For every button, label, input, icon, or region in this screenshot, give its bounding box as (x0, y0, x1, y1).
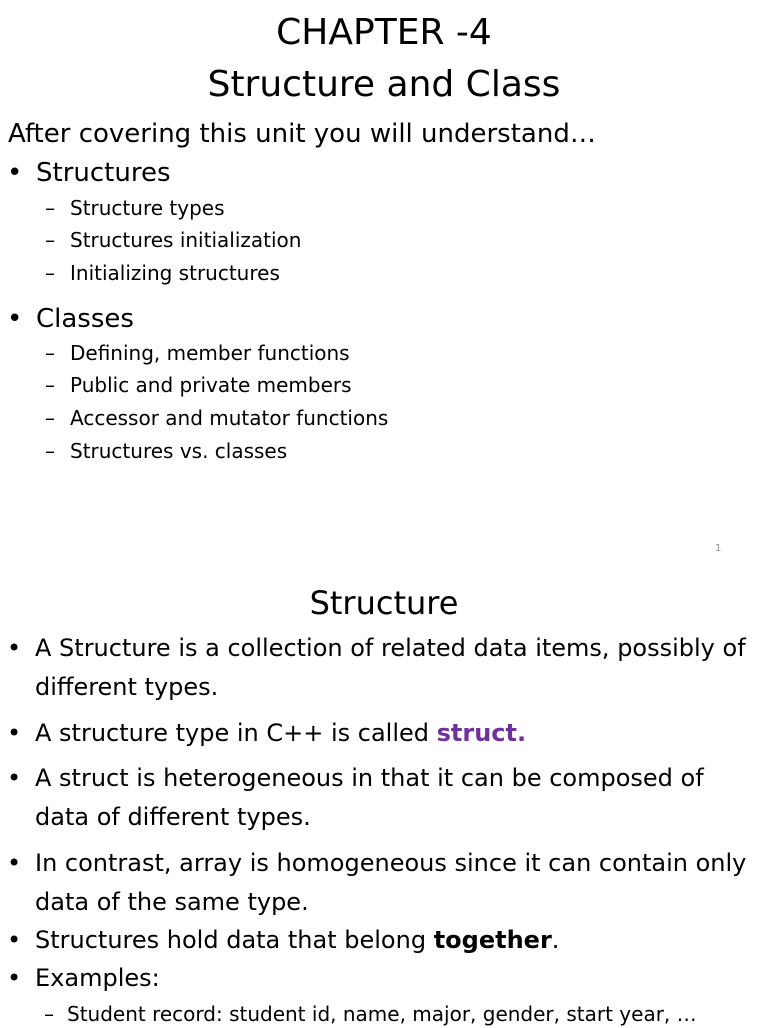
bullet-icon: • (7, 926, 22, 954)
dash-icon: – (45, 196, 55, 220)
bullet-text: In contrast, array is homogeneous since it can contain only data of the same type. (35, 849, 747, 916)
sub-bullet-label: Structures initialization (70, 228, 302, 252)
bullet-text-part: Structures hold data that belong (35, 926, 434, 954)
bullet-text-part: . (551, 926, 560, 954)
sub-bullet-label: Defining, member functions (70, 341, 350, 365)
bullet-label: Structures (36, 158, 171, 188)
bullet-label: Classes (36, 304, 134, 334)
dash-icon: – (45, 341, 55, 365)
chapter-subtitle: Structure and Class (207, 64, 561, 105)
sub-bullet-label: Structures vs. classes (70, 439, 288, 463)
sub-bullet-label: Accessor and mutator functions (70, 406, 389, 430)
intro-text: After covering this unit you will understand… (8, 119, 596, 149)
bullet-icon: • (7, 158, 23, 188)
sub-bullet-label: Student record: student id, name, major, gender, start year, … (67, 1002, 697, 1026)
dash-icon: – (45, 261, 55, 285)
bullet-icon: • (7, 849, 22, 877)
bullet-icon: • (7, 719, 22, 747)
bullet-text (35, 714, 760, 753)
dash-icon: – (44, 1002, 54, 1026)
bullet-icon: • (7, 964, 22, 992)
bullet-text: A Structure is a collection of related data items, possibly of different types. (35, 634, 746, 701)
bullet-icon: • (7, 634, 22, 662)
slide-2 (0, 566, 768, 1024)
sub-bullet-label: Initializing structures (70, 261, 280, 285)
dash-icon: – (45, 439, 55, 463)
dash-icon: – (45, 373, 55, 397)
dash-icon: – (45, 228, 55, 252)
bullet-icon: • (7, 304, 23, 334)
chapter-title: CHAPTER -4 (276, 12, 492, 53)
bullet-text: A struct is heterogeneous in that it can be composed of data of different types. (35, 764, 704, 831)
bullet-text (35, 921, 760, 960)
slide-title: Structure (309, 584, 459, 622)
bullet-icon: • (7, 764, 22, 792)
page-number: 1 (715, 543, 722, 554)
bold-word: together (433, 926, 552, 954)
dash-icon: – (45, 406, 55, 430)
bullet-text-part: A structure type in C++ is called (35, 719, 437, 747)
sub-bullet-label: Public and private members (70, 373, 352, 397)
sub-bullet-label: Structure types (70, 196, 225, 220)
bullet-text: Examples: (35, 964, 160, 992)
keyword-struct: struct. (436, 719, 527, 747)
